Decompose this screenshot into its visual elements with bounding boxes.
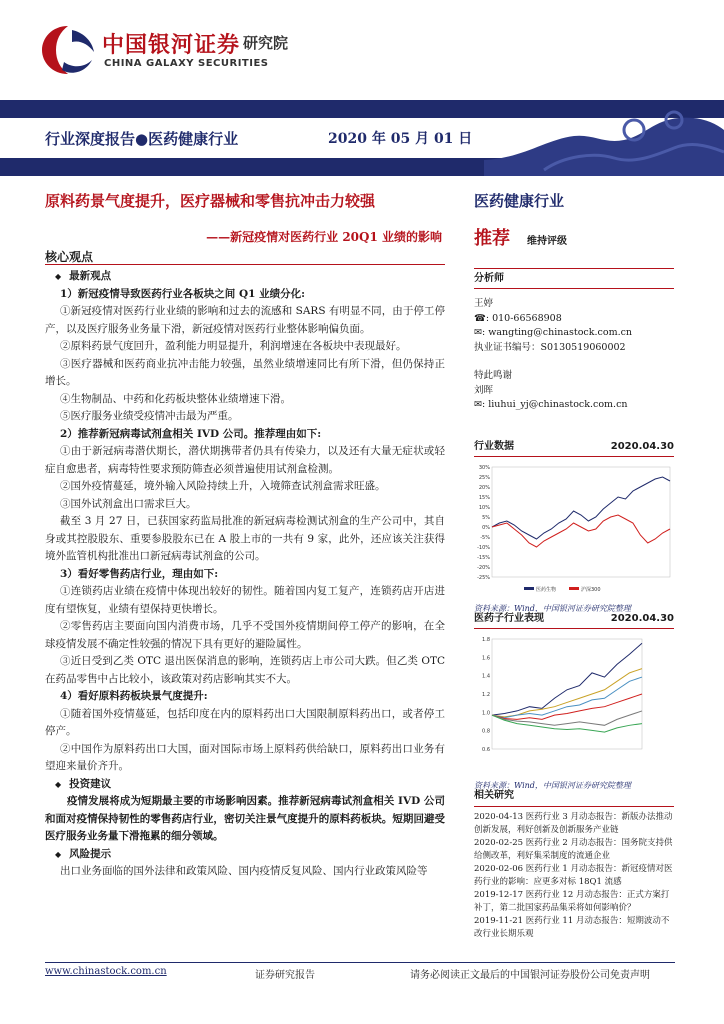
- y-tick-label: 1.8: [482, 637, 490, 643]
- company-name-cn: 中国银河证券: [102, 33, 241, 58]
- legend-label: 医药生物: [536, 587, 557, 593]
- paragraph: ②国外疫情蔓延，境外输入风险持续上升，入境筛查试剂盒需求旺盛。: [60, 480, 386, 492]
- chart-source: 资料来源：Wind，中国银河证券研究院整理: [474, 603, 631, 613]
- paragraph: ④生物制品、中药和化药板块整体业绩增速下滑。: [60, 392, 291, 405]
- email-icon: ✉:: [474, 327, 486, 338]
- related-item[interactable]: 2020-02-06 医药行业 1 月动态报告：新冠疫情对医药行业的影响：应更多对标 18Q1 流感: [474, 864, 673, 887]
- assistant-email[interactable]: [474, 398, 674, 413]
- company-logo: [38, 22, 318, 82]
- institute-name: 研究院: [243, 34, 289, 52]
- cloud-pattern-icon: [484, 100, 724, 176]
- y-tick-label: 20%: [478, 485, 490, 491]
- sub-industry-block: [474, 612, 674, 793]
- industry-data-title: 行业数据: [474, 441, 514, 452]
- related-research: [474, 790, 674, 941]
- section-risk: ◆ 风险提示: [45, 846, 445, 864]
- analyst-phone: [474, 312, 674, 327]
- y-tick-label: 1.4: [482, 673, 490, 680]
- y-tick-label: 0.6: [482, 747, 490, 753]
- assistant-name: 刘晖: [474, 384, 494, 396]
- y-tick-label: 0%: [482, 525, 490, 531]
- industry-data-block: [474, 440, 674, 616]
- paragraph: ⑤医疗服务业绩受疫情冲击最为严重。: [60, 410, 239, 422]
- analyst-email-value[interactable]: wangting@chinastock.com.cn: [488, 327, 633, 338]
- y-tick-label: 1.2: [482, 692, 490, 698]
- paragraph: ①新冠疫情对医药行业业绩的影响和过去的流感和 SARS 有明显不同，由于停工停产，以及医疗服务业务量下滑，新冠疫情对医药行业整体影响偏负面。: [45, 305, 445, 335]
- sub-industry-heading: [474, 612, 674, 629]
- section-latest: ◆ 最新观点: [45, 268, 445, 286]
- related-heading: [474, 790, 674, 807]
- footer-divider: [45, 962, 675, 963]
- rating-note: 维持评级: [527, 236, 567, 247]
- industry-data-heading: [474, 440, 674, 457]
- related-item[interactable]: 2019-12-17 医药行业 12 月动态报告：正式方案打补丁，第二批国家药品集采将如何影响价？: [474, 890, 670, 913]
- footer-doc: 证券研究报告: [255, 970, 315, 981]
- industry-label: 医药健康行业: [474, 192, 565, 210]
- y-tick-label: -5%: [480, 535, 490, 541]
- sub-industry-date: 2020.04.30: [610, 613, 674, 624]
- y-tick-label: -25%: [477, 575, 490, 581]
- company-name-en: CHINA GALAXY SECURITIES: [104, 58, 269, 69]
- series-line: [492, 515, 670, 547]
- related-heading-text: 相关研究: [474, 790, 514, 801]
- paragraph: ②原料药景气度回升，盈利能力明显提升，利润增速在各板块中表现最好。: [60, 340, 407, 352]
- paragraph: 出口业务面临的国外法律和政策风险、国内疫情反复风险、国内行业政策风险等: [60, 865, 428, 877]
- sub-heading: 3）看好零售药店行业，理由如下:: [60, 567, 219, 580]
- analyst-heading-text: 分析师: [474, 273, 504, 284]
- series-line: [492, 477, 670, 539]
- analyst-email[interactable]: [474, 326, 674, 341]
- footer-disclaimer: 请务必阅读正文最后的中国银河证券股份公司免责声明: [410, 970, 650, 981]
- assistant-label: 特此鸣谢: [474, 370, 513, 381]
- legend-swatch: [524, 587, 534, 590]
- y-tick-label: 25%: [478, 475, 490, 481]
- email-icon: ✉:: [474, 399, 486, 410]
- section-invest: ◆ 投资建议: [45, 776, 445, 794]
- legend-swatch: [569, 587, 579, 590]
- assistant-email-value[interactable]: liuhui_yj@chinastock.com.cn: [488, 399, 628, 410]
- analyst-heading: [474, 272, 674, 289]
- series-line: [492, 669, 642, 717]
- sub-heading: 1）新冠疫情导致医药行业各板块之间 Q1 业绩分化:: [60, 287, 305, 300]
- y-tick-label: 10%: [478, 505, 490, 511]
- paragraph: 截至 3 月 27 日，已获国家药监局批准的新冠病毒检测试剂盒的生产公司中，其自身或其控股股东、重要参股股东已在 A 股上市的一共有 9 家，此外，还应该关注获得境外监管机构批准出口新冠病毒试剂盒的公司。: [45, 515, 445, 562]
- related-item[interactable]: 2020-04-13 医药行业 3 月动态报告：新版办法推动创新发展，利好创新及创新服务产业链: [474, 812, 673, 835]
- y-tick-label: -20%: [477, 565, 490, 571]
- analyst-cert: 执业证书编号：S0130519060002: [474, 341, 626, 353]
- y-tick-label: 0.8: [482, 728, 490, 735]
- sub-industry-chart: [474, 633, 674, 773]
- sub-heading: 4）看好原料药板块景气度提升:: [60, 690, 208, 702]
- side-divider: [474, 268, 674, 269]
- related-list: [474, 811, 674, 940]
- galaxy-logo-icon: [38, 22, 98, 78]
- report-date: 2020 年 05 月 01 日: [328, 131, 473, 147]
- y-tick-label: 1.6: [482, 655, 490, 662]
- paragraph: ①由于新冠病毒潜伏期长，潜伏期携带者仍具有传染力，以及还有大量无症状或轻症自愈患者，病毒特性要求预防筛查必须普遍使用试剂盒检测。: [45, 445, 445, 475]
- y-tick-label: -10%: [477, 545, 490, 551]
- sub-heading: 2）推荐新冠病毒试剂盒相关 IVD 公司。推荐理由如下:: [60, 427, 322, 440]
- core-divider: [45, 264, 445, 265]
- footer-url[interactable]: www.chinastock.com.cn: [45, 966, 167, 977]
- plot-frame: [492, 639, 642, 749]
- paragraph: ②中国作为原料药出口大国，面对国际市场上原料药供给缺口，原料药出口业务有望迎来量价齐升。: [45, 742, 445, 772]
- industry-performance-chart: [474, 461, 674, 596]
- chart-source: 资料来源：Wind，中国银河证券研究院整理: [474, 780, 631, 790]
- report-subtitle: ——新冠疫情对医药行业 20Q1 业绩的影响: [206, 230, 442, 244]
- paragraph: ③近日受到乙类 OTC 退出医保消息的影响，连锁药店上市公司大跌。但乙类 OTC 在药品零售中占比较小，该政策对药店影响其实不大。: [45, 655, 445, 685]
- paragraph: 疫情发展将成为短期最主要的市场影响因素。推荐新冠病毒试剂盒相关 IVD 公司和面对疫情保持韧性的零售药店行业，密切关注景气度提升的原料药板块。短期回避受医疗服务业务量下滑拖累的细分领域。: [45, 795, 445, 842]
- plot-frame: [492, 467, 670, 577]
- industry-data-date: 2020.04.30: [610, 441, 674, 452]
- paragraph: ③国外试剂盒出口需求巨大。: [60, 497, 197, 510]
- y-tick-label: 15%: [478, 495, 490, 501]
- main-column: [45, 268, 445, 881]
- y-tick-label: 1.0: [482, 710, 490, 717]
- report-banner: [0, 100, 724, 176]
- analyst-block: [474, 272, 674, 413]
- paragraph: ①随着国外疫情蔓延，包括印度在内的原料药出口大国限制原料药出口，或者停工停产。: [45, 707, 445, 737]
- paragraph: ③医疗器械和医药商业抗冲击能力较强，虽然业绩增速同比有所下滑，但仍保持正增长。: [45, 357, 445, 387]
- y-tick-label: -15%: [477, 555, 490, 561]
- related-item[interactable]: 2019-11-21 医药行业 11 月动态报告：短期波动不改行业长期乐观: [474, 916, 670, 939]
- rating: 推荐: [474, 228, 510, 249]
- paragraph: ②零售药店主要面向国内消费市场，几乎不受国外疫情期间停工停产的影响，在全球疫情发展不确定性较强的情况下具有更好的避险属性。: [45, 620, 445, 650]
- core-title: 核心观点: [45, 250, 94, 264]
- related-item[interactable]: 2020-02-25 医药行业 2 月动态报告：国务院支持供给侧改革，利好集采制度的流通企业: [474, 838, 673, 861]
- y-tick-label: 30%: [478, 465, 490, 471]
- phone-icon: ☎:: [474, 312, 490, 324]
- y-tick-label: 5%: [482, 515, 490, 521]
- report-title: 原料药景气度提升，医疗器械和零售抗冲击力较强: [45, 192, 376, 210]
- legend-label: 沪深300: [581, 587, 601, 593]
- sub-industry-title: 医药子行业表现: [474, 613, 544, 624]
- analyst-name: 王婷: [474, 298, 494, 309]
- report-type: 行业深度报告●医药健康行业: [45, 130, 239, 148]
- analyst-phone-value: 010-66568908: [492, 312, 562, 324]
- paragraph: ①连锁药店业绩在疫情中体现出较好的韧性。随着国内复工复产，连锁药店开店进度有望恢复，业绩有望保持更快增长。: [45, 585, 445, 615]
